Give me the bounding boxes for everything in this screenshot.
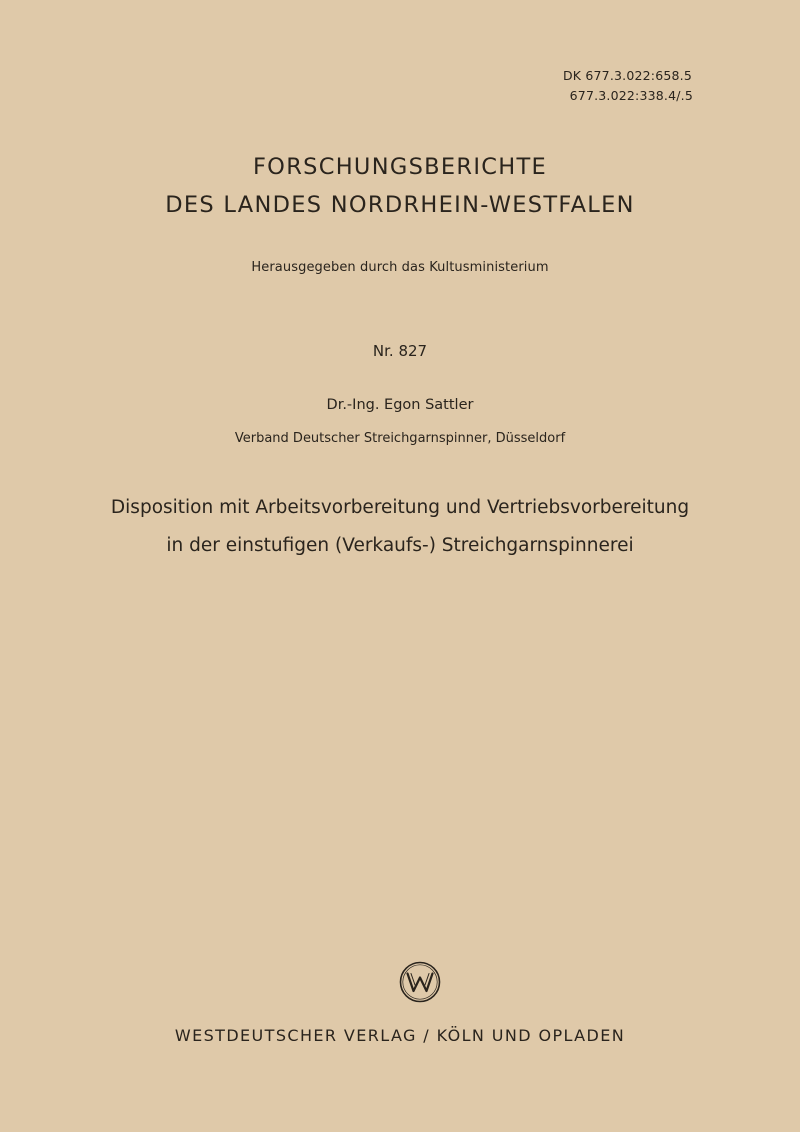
series-title-line-1: FORSCHUNGSBERICHTE — [252, 154, 548, 180]
book-title-line-1: Disposition mit Arbeitsvorbereitung und Vertriebsvorbereitung — [110, 497, 690, 518]
series-title-line-2: DES LANDES NORDRHEIN-WESTFALEN — [165, 192, 635, 218]
author-name: Dr.-Ing. Egon Sattler — [326, 397, 474, 413]
classification-code-line-1: DK 677.3.022:658.5 — [562, 68, 692, 83]
issue-number: Nr. 827 — [372, 342, 428, 360]
publisher-w-emblem-icon — [398, 960, 442, 1004]
editor-note: Herausgegeben durch das Kultusministerium — [251, 260, 549, 275]
classification-code-line-2: 677.3.022:338.4/.5 — [569, 88, 693, 103]
classification-codes — [563, 66, 692, 106]
publisher-imprint: WESTDEUTSCHER VERLAG / KÖLN UND OPLADEN — [174, 1026, 626, 1045]
author-affiliation: Verband Deutscher Streichgarnspinner, Düsseldorf — [234, 431, 566, 446]
book-title-line-2: in der einstufigen (Verkaufs-) Streichgarnspinnerei — [166, 535, 634, 556]
